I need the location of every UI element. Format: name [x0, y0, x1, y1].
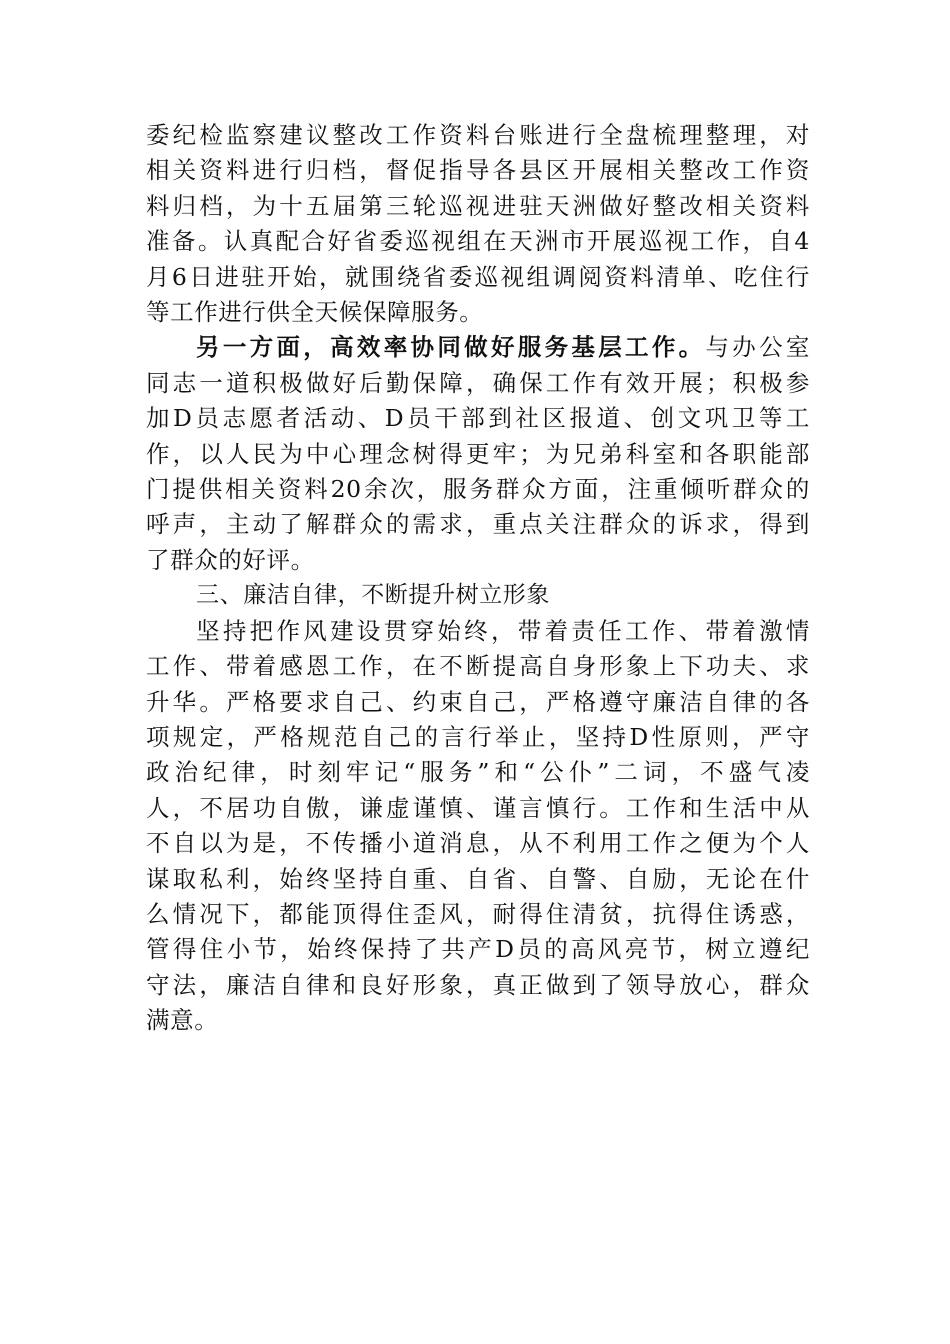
bold-lead-sentence: 另一方面，高效率协同做好服务基层工作。: [196, 333, 706, 362]
section-heading: 三、廉洁自律，不断提升树立形象: [196, 582, 550, 609]
text-line: 门提供相关资料20余次，服务群众方面，注重倾听群众的: [146, 475, 810, 504]
text-line: 委纪检监察建议整改工作资料台账进行全盘梳理整理，对: [146, 121, 810, 149]
text-line: 同志一道积极做好后勤保障，确保工作有效开展；积极参: [146, 368, 810, 397]
text-line: 等工作进行供全天候保障服务。: [146, 298, 484, 327]
text-line: 准备。认真配合好省委巡视组在天洲市开展巡视工作，自4: [146, 227, 810, 256]
text-line: 管得住小节，始终保持了共产D员的高风亮节，树立遵纪: [146, 935, 810, 964]
text-line: 项规定，严格规范自己的言行举止，坚持D性原则，严守: [146, 722, 810, 751]
paragraph-integrity: [146, 614, 810, 1039]
text-line: 么情况下，都能顶得住歪风，耐得住清贫，抗得住诱惑，: [146, 899, 810, 928]
text-line: 不自以为是，不传播小道消息，从不利用工作之便为个人: [146, 829, 810, 858]
text-line: 工作、带着感恩工作，在不断提高自身形象上下功夫、求: [146, 652, 810, 681]
text-line: 了群众的好评。: [146, 545, 315, 574]
text-line: [146, 330, 810, 365]
lead-continuation: 与办公室: [705, 333, 810, 362]
paragraph-archive-work: [146, 118, 810, 330]
text-line: 呼声，主动了解群众的需求，重点关注群众的诉求，得到: [146, 510, 810, 539]
text-line: 加D员志愿者活动、D员干部到社区报道、创文巩卫等工: [146, 404, 810, 433]
text-line: 升华。严格要求自己、约束自己，严格遵守廉洁自律的各: [146, 687, 810, 716]
paragraph-grassroots-service: [146, 330, 810, 578]
text-line: 相关资料进行归档，督促指导各县区开展相关整改工作资: [146, 156, 810, 185]
text-line: 人，不居功自傲，谦虚谨慎、谨言慎行。工作和生活中从: [146, 793, 810, 822]
text-line: 月6日进驻开始，就围绕省委巡视组调阅资料清单、吃住行: [146, 262, 810, 291]
text-line: 满意。: [146, 1006, 219, 1035]
document-page: [146, 118, 810, 1039]
text-line: 谋取私利，始终坚持自重、自省、自警、自励，无论在什: [146, 864, 810, 893]
text-line: 政治纪律，时刻牢记“服务”和“公仆”二词，不盛气凌: [146, 758, 810, 787]
text-line: 作，以人民为中心理念树得更牢；为兄弟科室和各职能部: [146, 439, 810, 468]
text-line: 料归档，为十五届第三轮巡视进驻天洲做好整改相关资料: [146, 191, 810, 220]
text-line: 守法，廉洁自律和良好形象，真正做到了领导放心，群众: [146, 970, 810, 999]
text-line: 坚持把作风建设贯穿始终，带着责任工作、带着激情: [196, 616, 810, 645]
